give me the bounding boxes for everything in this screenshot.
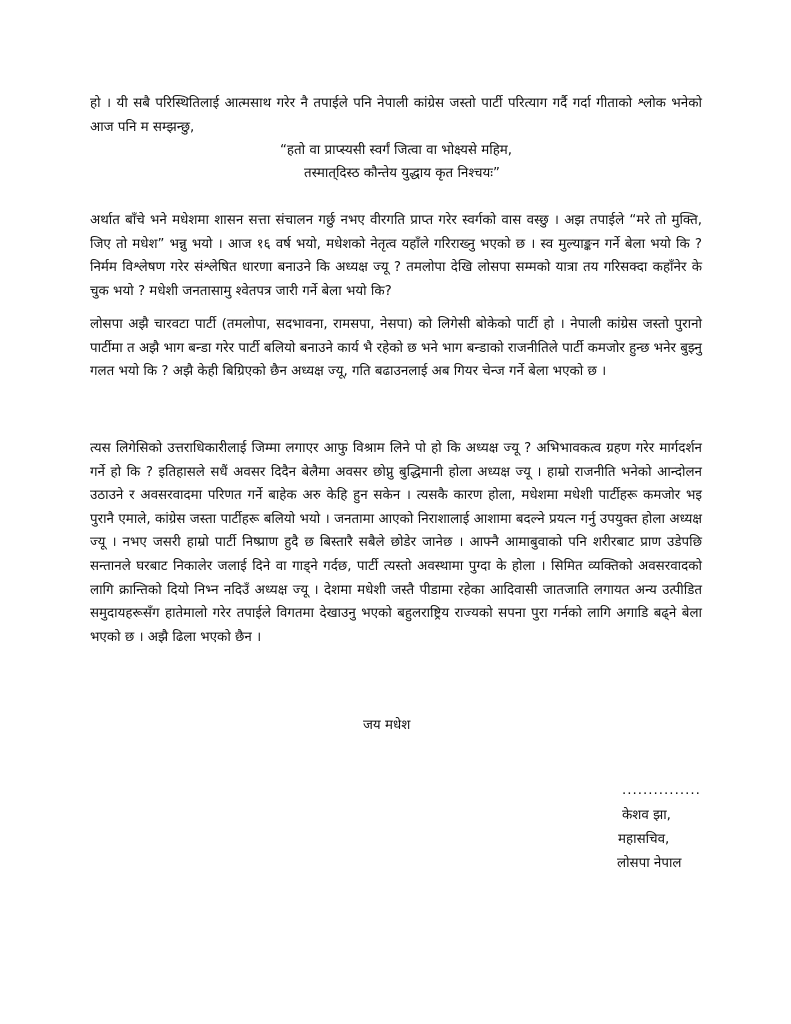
- closing-salutation: जय मधेश: [363, 718, 411, 733]
- paragraph-1: हो । यी सबै परिस्थितिलाई आत्मसाथ गरेर नै तपाईले पनि नेपाली कांग्रेस जस्तो पार्टी परित्याग गर्दै गर्दा गीताको श्लोक भनेको आज पनि म सम्झन्छु,: [90, 96, 702, 135]
- verse-line-2: तस्मात्‌दिस्ठ कौन्तेय युद्धाय कृत निश्चयः”: [304, 166, 500, 181]
- signatory-name: केशव झा,: [622, 808, 671, 823]
- paragraph-2: अर्थात बाँचे भने मधेशमा शासन सत्ता संचालन गर्छु नभए वीरगति प्राप्त गरेर स्वर्गको वास वस्छु । अझ तपाईले “मरे तो मुक्ति, जिए तो मधेश” भन्नु भयो । आज १६ वर्ष भयो, मधेशको नेतृत्व यहाँले गरिराख्नु भएको छ । स्व मुल्याङ्कन गर्ने बेला भयो कि ? निर्मम विश्लेषण गरेर संश्लेषित धारणा बनाउने कि अध्यक्ष ज्यू ? तमलोपा देखि लोसपा सम्मको यात्रा तय गरिसक्दा कहाँनेर के चुक भयो ? मधेशी जनतासामु श्वेतपत्र जारी गर्ने बेला भयो कि?: [90, 213, 702, 299]
- signatory-organization: लोसपा नेपाल: [617, 856, 682, 871]
- paragraph-3: लोसपा अझै चारवटा पार्टी (तमलोपा, सदभावना, रामसपा, नेसपा) को लिगेसी बोकेको पार्टी हो । नेपाली कांग्रेस जस्तो पुरानो पार्टीमा त अझै भाग बन्डा गरेर पार्टी बलियो बनाउने कार्य भै रहेको छ भने भाग बन्डाको राजनीतिले पार्टी कमजोर हुन्छ भनेर बुझ्नु गलत भयो कि ? अझै केही बिग्रिएको छैन अध्यक्ष ज्यू, गति बढाउनलाई अब गियर चेन्ज गर्ने बेला भएको छ ।: [90, 317, 702, 380]
- signatory-title: महासचिव,: [618, 832, 670, 847]
- paragraph-4: त्यस लिगेसिको उत्तराधिकारीलाई जिम्मा लगाएर आफु विश्राम लिने पो हो कि अध्यक्ष ज्यू ? अभिभावकत्व ग्रहण गरेर मार्गदर्शन गर्ने हो कि ? इतिहासले सधैं अवसर दिदैन बेलैमा अवसर छोप्नु बुद्धिमानी होला अध्यक्ष ज्यू । हाम्रो राजनीति भनेको आन्दोलन उठाउने र अवसरवादमा परिणत गर्ने बाहेक अरु केहि हुन सकेन । त्यसकै कारण होला, मधेशमा मधेशी पार्टीहरू कमजोर भइ पुरानै एमाले, कांग्रेस जस्ता पार्टीहरू बलियो भयो । जनतामा आएको निराशालाई आशामा बदल्ने प्रयत्न गर्नु उपयुक्त होला अध्यक्ष ज्यू । नभए जसरी हाम्रो पार्टी निष्प्राण हुदै छ बिस्तारै सबैले छोडेर जानेछ । आफ्नै आमाबुवाको पनि शरीरबाट प्राण उडेपछि सन्तानले घरबाट निकालेर जलाई दिने वा गाड्ने गर्दछ, पार्टी त्यस्तो अवस्थामा पुग्दा के होला । सिमित व्यक्तिको अवसरवादको लागि क्रान्तिको दियो निभ्न नदिउँ अध्यक्ष ज्यू । देशमा मधेशी जस्तै पीडामा रहेका आदिवासी जातजाति लगायत अन्य उत्पीडित समुदायहरूसँग हातेमालो गरेर तपाईले विगतमा देखाउनु भएको बहुलराष्ट्रिय राज्यको सपना पुरा गर्नको लागि अगाडि बढ्ने बेला भएको छ । अझै ढिला भएको छैन ।: [90, 441, 702, 645]
- signature-line: ...............: [622, 783, 701, 798]
- verse-line-1: “हतो वा प्राप्स्यसी स्वर्गं जित्वा वा भोक्ष्यसे महिम,: [279, 143, 513, 158]
